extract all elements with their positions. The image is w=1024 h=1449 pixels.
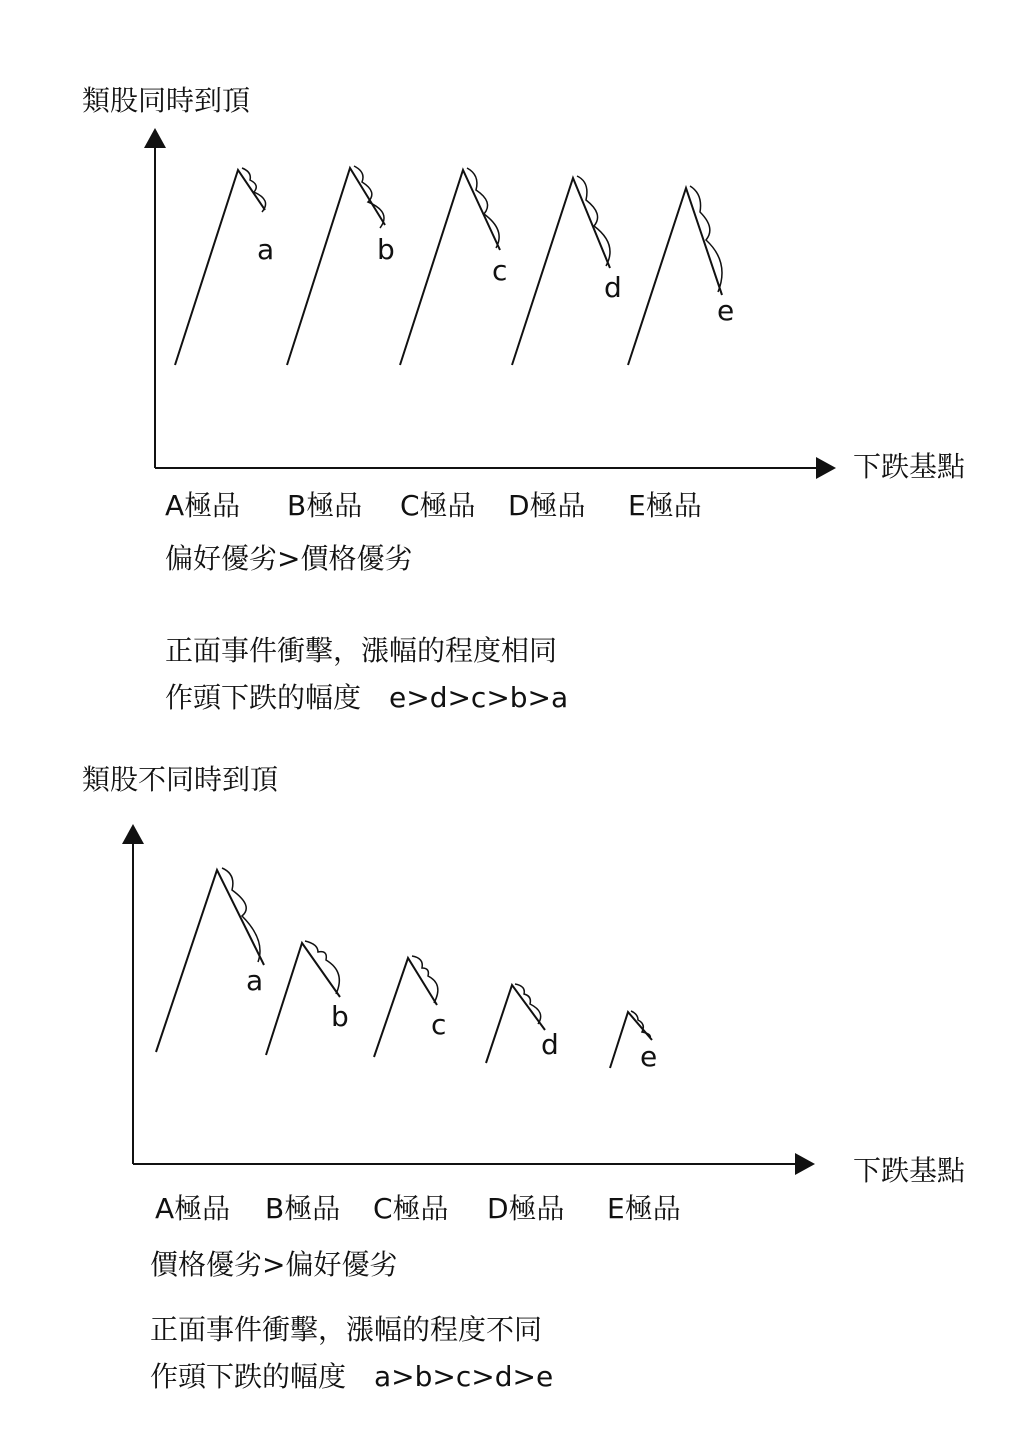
top-x-axis-arrowhead xyxy=(816,457,836,479)
bottom-caption-preference: 價格優劣>偏好優劣 xyxy=(150,1248,398,1281)
bottom-caption-event: 正面事件衝擊，漲幅的程度不同 xyxy=(150,1313,543,1346)
bottom-x-axis-arrowhead xyxy=(795,1153,815,1175)
top-category-c: C極品 xyxy=(400,489,476,522)
bottom-peak-label-a: a xyxy=(246,964,264,997)
top-peak-e xyxy=(628,186,722,365)
brace-icon xyxy=(631,1011,650,1038)
brace-icon xyxy=(222,868,260,962)
bottom-caption-drop: 作頭下跌的幅度 a>b>c>d>e xyxy=(150,1360,554,1393)
top-caption-event: 正面事件衝擊，漲幅的程度相同 xyxy=(165,634,558,667)
top-peak-label-c: c xyxy=(492,254,508,287)
brace-icon xyxy=(354,166,384,228)
bottom-category-b: B極品 xyxy=(265,1192,341,1225)
bottom-peak-label-d: d xyxy=(541,1028,559,1061)
bottom-category-e: E極品 xyxy=(607,1192,681,1225)
top-peak-label-d: d xyxy=(604,271,622,304)
bottom-peak-c xyxy=(374,956,438,1057)
bottom-y-axis-label: 類股不同時到頂 xyxy=(82,763,279,796)
bottom-peak-label-e: e xyxy=(640,1040,658,1073)
top-x-axis-label: 下跌基點 xyxy=(853,450,966,483)
bottom-category-d: D極品 xyxy=(487,1192,565,1225)
brace-icon xyxy=(305,941,339,994)
bottom-peak-d xyxy=(486,984,545,1063)
top-caption-preference: 偏好優劣>價格優劣 xyxy=(165,542,413,575)
top-category-b: B極品 xyxy=(287,489,363,522)
bottom-category-c: C極品 xyxy=(373,1192,449,1225)
top-category-d: D極品 xyxy=(508,489,586,522)
top-peak-c xyxy=(400,168,500,365)
bottom-peak-label-b: b xyxy=(331,1000,349,1033)
brace-icon xyxy=(690,186,722,292)
brace-icon xyxy=(577,176,610,266)
top-y-axis-arrowhead xyxy=(144,128,166,148)
top-peak-label-a: a xyxy=(257,233,275,266)
top-peak-label-e: e xyxy=(717,294,735,327)
bottom-axes xyxy=(122,824,815,1175)
top-caption-drop: 作頭下跌的幅度 e>d>c>b>a xyxy=(165,681,569,714)
top-peak-a xyxy=(175,168,266,365)
bottom-peak-b xyxy=(266,941,340,1055)
bottom-category-a: A極品 xyxy=(155,1192,231,1225)
top-peak-b xyxy=(287,166,385,365)
brace-icon xyxy=(412,956,438,1003)
top-peak-label-b: b xyxy=(377,233,395,266)
top-peak-d xyxy=(512,176,610,365)
bottom-y-axis-arrowhead xyxy=(122,824,144,844)
top-category-a: A極品 xyxy=(165,489,241,522)
bottom-peak-a xyxy=(156,868,264,1052)
bottom-x-axis-label: 下跌基點 xyxy=(853,1154,966,1187)
top-category-e: E極品 xyxy=(628,489,702,522)
bottom-peak-label-c: c xyxy=(431,1008,447,1041)
top-y-axis-label: 類股同時到頂 xyxy=(82,84,251,117)
